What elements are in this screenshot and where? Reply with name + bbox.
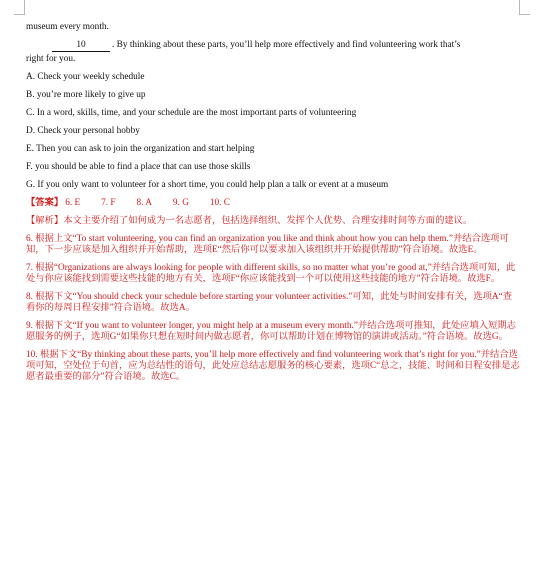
- passage-blank-10: [26, 40, 520, 52]
- answer-tag: 【答案】: [26, 198, 64, 208]
- analysis-item-10: 10. 根据下文“By thinking about these parts, you’ll help more effectively and find volunteering work that’s right for you.”并结合选项可知，空处位于句首，应为总结性的语句，此处应总结志愿服务的核心要素，选项C“总之，技能、时间和日程安排是志愿者最重要的部分”符合语境。故选C。: [26, 350, 520, 382]
- analysis-summary: 【解析】本文主要介绍了如何成为一名志愿者，包括选择组织、发挥个人优势、合理安排时间等方面的建议。: [26, 216, 473, 226]
- option-a: A. Check your weekly schedule: [26, 72, 145, 82]
- analysis-item-6: 6. 根据上文“To start volunteering, you can find an organization you like and think about how you can help them.”并结合选项可知，下一步应该是加入组织并开始帮助，选项E“然后你可以要求加入该组织并开始提供帮助”符合语境。故选E。: [26, 234, 509, 255]
- option-c: C. In a word, skills, time, and your schedule are the most important parts of volunteering: [26, 108, 357, 118]
- passage-blank-10-continuation: right for you.: [26, 54, 76, 64]
- option-d: D. Check your personal hobby: [26, 126, 140, 136]
- answer-key: [26, 198, 520, 209]
- option-g: G. If you only want to volunteer for a short time, you could help plan a talk or event at a museum: [26, 180, 389, 190]
- document-page: [26, 22, 520, 390]
- passage-blank-10-text: . By thinking about these parts, you’ll help more effectively and find volunteering work that’s: [112, 40, 461, 50]
- passage-fragment: museum every month.: [26, 22, 109, 32]
- option-e: E. Then you can ask to join the organization and start helping: [26, 144, 255, 154]
- blank-10: 10: [52, 40, 110, 52]
- option-f: F. you should be able to find a place that can use those skills: [26, 162, 251, 172]
- analysis-item-8: 8. 根据下文“You should check your schedule before starting your volunteer activities.”可知，此处与时间安排有关，选项A“查看你的每周日程安排”符合语境。故选A。: [26, 292, 513, 313]
- option-b: B. you’re more likely to give up: [26, 90, 146, 100]
- analysis-item-9: 9. 根据下文“If you want to volunteer longer, you might help at a museum every month.”并结合选项可推知，此处应填入短期志愿服务的例子，选项G“如果你只想在短时间内做志愿者，你可以帮助计划在博物馆的演讲或活动。”符合语境。故选G。: [26, 321, 516, 342]
- analysis-item-7: 7. 根据“Organizations are always looking for people with different skills, so no matter what you’re good at,”并结合选项可知，此处与你应该能找到需要这些技能的地方有关，选项F“你应该能找到一个可以使用这些技能的地方”符合语境。故选F。: [26, 263, 516, 284]
- page-corner-mark-right: [519, 0, 530, 15]
- answer-items: 6. E 7. F 8. A 9. G 10. C: [65, 198, 230, 208]
- page-corner-mark-left: [14, 0, 25, 15]
